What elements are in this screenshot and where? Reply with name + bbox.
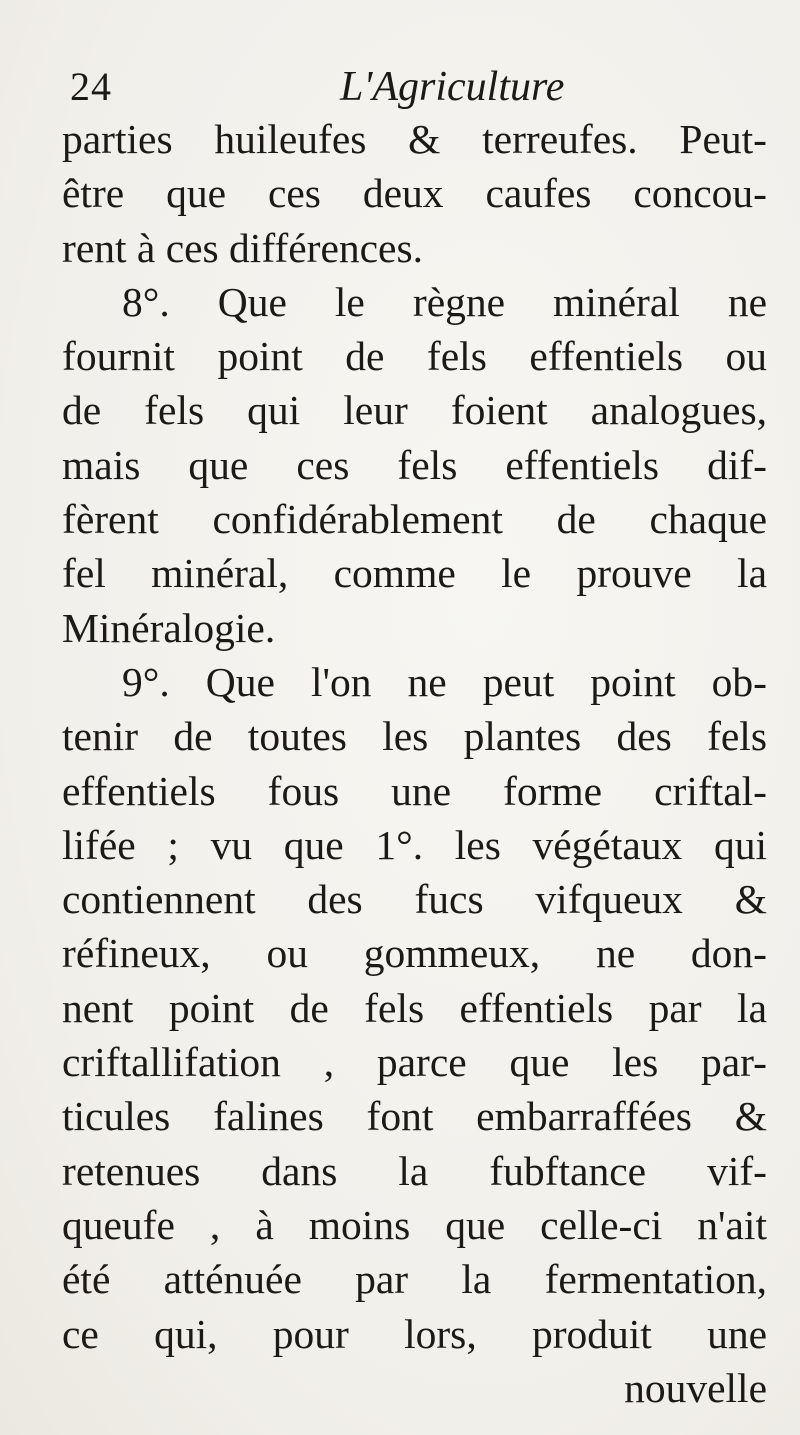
- running-title: L'Agriculture: [340, 64, 565, 110]
- text-line: fournit point de fels effentiels ou: [62, 333, 767, 380]
- text-line: nent point de fels effentiels par la: [62, 984, 767, 1031]
- text-line: parties huileufes & terreufes. Peut-: [62, 116, 767, 162]
- text-line: être que ces deux caufes concou-: [62, 170, 767, 217]
- body-text: [62, 112, 767, 1415]
- text-line: Minéralogie.: [62, 604, 276, 651]
- text-line: tenir de toutes les plantes des fels: [62, 713, 767, 760]
- text-line: réfineux, ou gommeux, ne don-: [62, 930, 767, 977]
- text-line: fèrent confidérablement de chaque: [62, 496, 767, 543]
- text-line: de fels qui leur foient analogues,: [62, 387, 767, 434]
- text-line: mais que ces fels effentiels dif-: [62, 441, 767, 488]
- text-line: queufe , à moins que celle-ci n'ait: [62, 1201, 767, 1248]
- catchword: nouvelle: [624, 1364, 767, 1411]
- text-line: ce qui, pour lors, produit une: [62, 1310, 767, 1357]
- text-line: rent à ces différences.: [62, 224, 423, 271]
- text-line: retenues dans la fubftance vif-: [62, 1147, 767, 1194]
- page-number: 24: [70, 64, 112, 109]
- text-line: ticules falines font embarraffées &: [62, 1093, 767, 1140]
- text-line: contiennent des fucs vifqueux &: [62, 876, 767, 923]
- text-line: effentiels fous une forme criftal-: [62, 767, 767, 814]
- text-line: lifée ; vu que 1°. les végétaux qui: [62, 821, 767, 868]
- page-header: [62, 62, 762, 112]
- text-line: 8°. Que le règne minéral ne: [122, 278, 767, 325]
- text-line: criftallifation , parce que les par-: [62, 1039, 767, 1086]
- text-line: fel minéral, comme le prouve la: [62, 550, 767, 597]
- text-line: été atténuée par la fermentation,: [62, 1256, 767, 1303]
- text-line: 9°. Que l'on ne peut point ob-: [122, 658, 767, 705]
